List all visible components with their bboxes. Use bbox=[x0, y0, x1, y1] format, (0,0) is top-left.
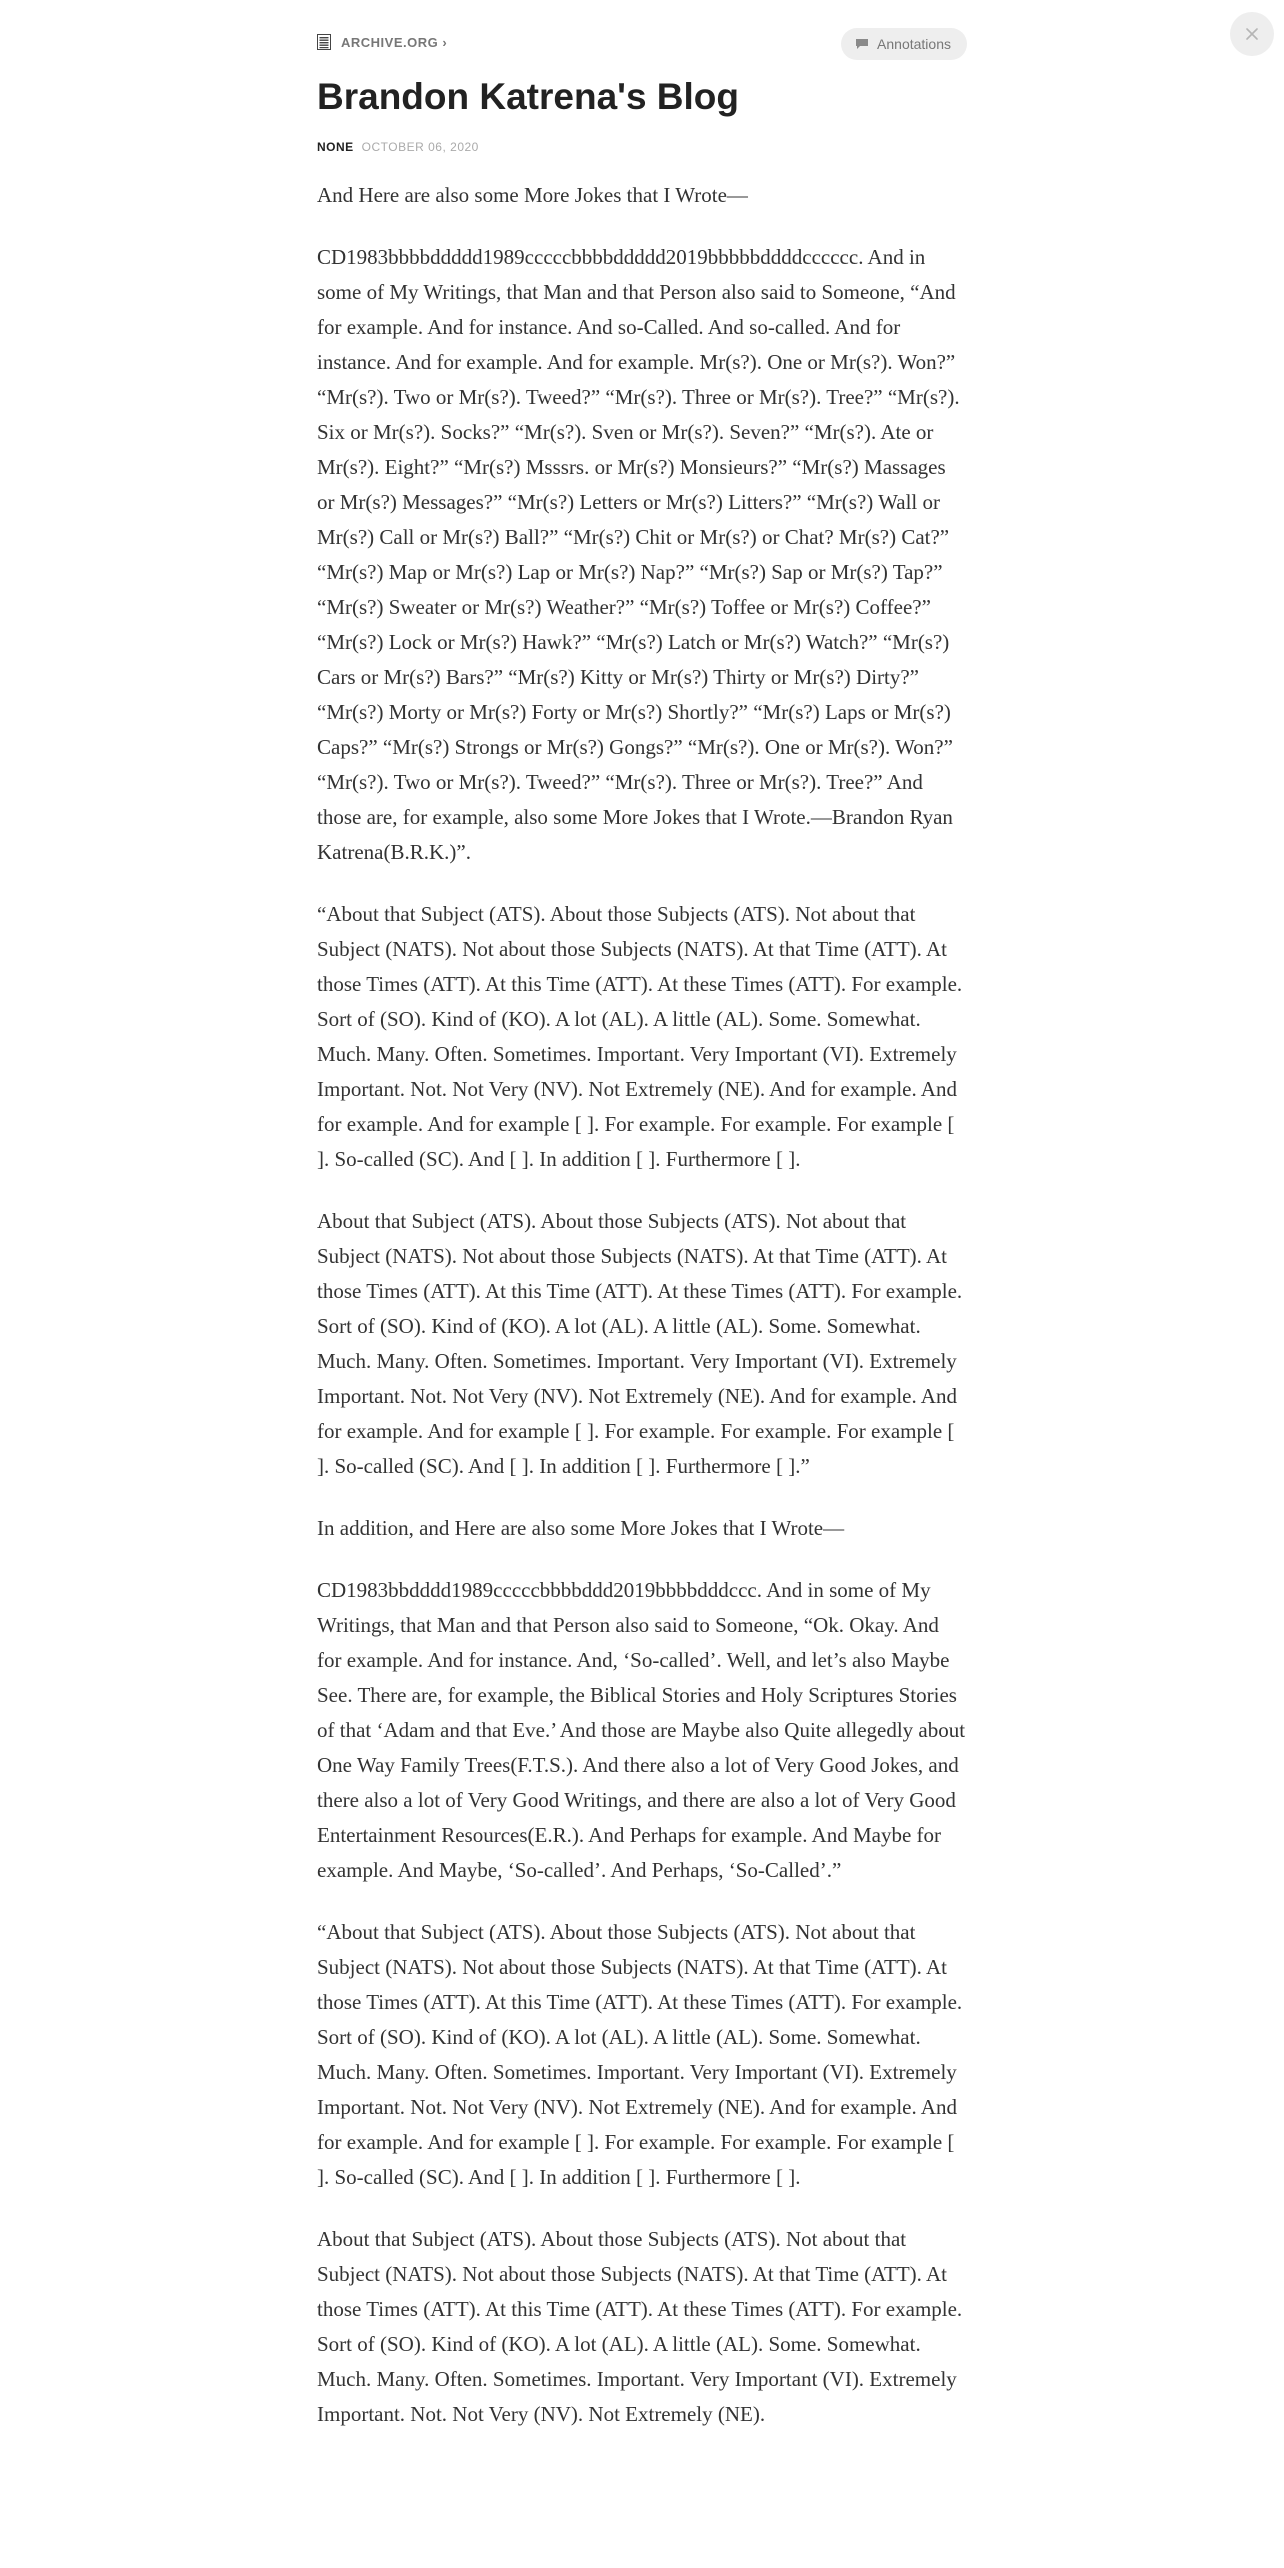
article-paragraph: About that Subject (ATS). About those Subjects (ATS). Not about that Subject (NATS). Not about those Subjects (NATS). At that Time (ATT). At those Times (ATT). At this Time (ATT). At these Times (ATT). For example. Sort of (SO). Kind of (KO). A lot (AL). A little (AL). Some. Somewhat. Much. Many. Often. Sometimes. Important. Very Important (VI). Extremely Important. Not. Not Very (NV). Not Extremely (NE). bbox=[317, 2227, 963, 2426]
close-icon bbox=[1245, 27, 1259, 41]
article-paragraph: “About that Subject (ATS). About those Subjects (ATS). Not about that Subject (NATS). Not about those Subjects (NATS). At that Time (ATT). At those Times (ATT). At this Time (ATT). At these Times (ATT). For example. Sort of (SO). Kind of (KO). A lot (AL). A little (AL). Some. Somewhat. Much. Many. Often. Sometimes. Important. Very Important (VI). Extremely Important. Not. Not Very (NV). Not Extremely (NE). And for example. And for example. And for example [ ]. For example. For example. For example [ ]. So-called (SC). And [ ]. In addition [ ]. Furthermore [ ]. bbox=[317, 1920, 963, 2189]
source-link[interactable] bbox=[317, 34, 447, 50]
annotations-label: Annotations bbox=[877, 36, 951, 52]
article-column bbox=[317, 0, 967, 2459]
article-paragraph: CD1983bbdddd1989cccccbbbbddd2019bbbbdddccc. And in some of My Writings, that Man and that Person also said to Someone, “Ok. Okay. And for example. And for instance. And, ‘So-called’. Well, and let’s also Maybe See. There are, for example, the Biblical Stories and Holy Scriptures Stories of that ‘Adam and that Eve.’ And those are Maybe also Quite allegedly about One Way Family Trees(F.T.S.). And there also a lot of Very Good Jokes, and there also a lot of Very Good Writings, and there are also a lot of Very Good Entertainment Resources(E.R.). And Perhaps for example. And Maybe for example. And Maybe, ‘So-called’. And Perhaps, ‘So-Called’.” bbox=[317, 1578, 966, 1882]
article-body bbox=[317, 178, 967, 2432]
source-label: ARCHIVE.ORG › bbox=[341, 34, 448, 50]
archive-icon bbox=[317, 34, 331, 50]
article-paragraph: And Here are also some More Jokes that I Wrote— bbox=[317, 183, 748, 207]
article-meta bbox=[317, 140, 967, 154]
article-paragraph: In addition, and Here are also some More Jokes that I Wrote— bbox=[317, 1516, 845, 1540]
article-paragraph: “About that Subject (ATS). About those Subjects (ATS). Not about that Subject (NATS). Not about those Subjects (NATS). At that Time (ATT). At those Times (ATT). At this Time (ATT). At these Times (ATT). For example. Sort of (SO). Kind of (KO). A lot (AL). A little (AL). Some. Somewhat. Much. Many. Often. Sometimes. Important. Very Important (VI). Extremely Important. Not. Not Very (NV). Not Extremely (NE). And for example. And for example. And for example [ ]. For example. For example. For example [ ]. So-called (SC). And [ ]. In addition [ ]. Furthermore [ ]. bbox=[317, 902, 963, 1171]
article-topbar bbox=[317, 0, 967, 66]
close-button[interactable] bbox=[1230, 12, 1274, 56]
annotations-button[interactable] bbox=[841, 28, 967, 60]
page-title: Brandon Katrena's Blog bbox=[317, 76, 740, 117]
comment-icon bbox=[855, 38, 869, 50]
author-label: NONE bbox=[317, 140, 354, 154]
date-label: OCTOBER 06, 2020 bbox=[361, 140, 479, 154]
article-paragraph: CD1983bbbbddddd1989cccccbbbbddddd2019bbbbbddddcccccc. And in some of My Writings, that Man and that Person also said to Someone, “And for example. And for instance. And so-Called. And so-called. And for instance. And for example. And for example. Mr(s?). One or Mr(s?). Won?” “Mr(s?). Two or Mr(s?). Tweed?” “Mr(s?). Three or Mr(s?). Tree?” “Mr(s?). Six or Mr(s?). Socks?” “Mr(s?). Sven or Mr(s?). Seven?” “Mr(s?). Ate or Mr(s?). Eight?” “Mr(s?) Msssrs. or Mr(s?) Monsieurs?” “Mr(s?) Massages or Mr(s?) Messages?” “Mr(s?) Letters or Mr(s?) Litters?” “Mr(s?) Wall or Mr(s?) Call or Mr(s?) Ball?” “Mr(s?) Chit or Mr(s?) or Chat? Mr(s?) Cat?” “Mr(s?) Map or Mr(s?) Lap or Mr(s?) Nap?” “Mr(s?) Sap or Mr(s?) Tap?” “Mr(s?) Sweater or Mr(s?) Weather?” “Mr(s?) Toffee or Mr(s?) Coffee?” “Mr(s?) Lock or Mr(s?) Hawk?” “Mr(s?) Latch or Mr(s?) Watch?” “Mr(s?) Cars or Mr(s?) Bars?” “Mr(s?) Kitty or Mr(s?) Thirty or Mr(s?) Dirty?” “Mr(s?) Morty or Mr(s?) Forty or Mr(s?) Shortly?” “Mr(s?) Laps or Mr(s?) Caps?” “Mr(s?) Strongs or Mr(s?) Gongs?” “Mr(s?). One or Mr(s?). Won?” “Mr(s?). Two or Mr(s?). Tweed?” “Mr(s?). Three or Mr(s?). Tree?” And those are, for example, also some More Jokes that I Wrote.—Brandon Ryan Katrena(B.R.K.)”. bbox=[317, 245, 960, 864]
article-paragraph: About that Subject (ATS). About those Subjects (ATS). Not about that Subject (NATS). Not about those Subjects (NATS). At that Time (ATT). At those Times (ATT). At this Time (ATT). At these Times (ATT). For example. Sort of (SO). Kind of (KO). A lot (AL). A little (AL). Some. Somewhat. Much. Many. Often. Sometimes. Important. Very Important (VI). Extremely Important. Not. Not Very (NV). Not Extremely (NE). And for example. And for example. And for example [ ]. For example. For example. For example [ ]. So-called (SC). And [ ]. In addition [ ]. Furthermore [ ].” bbox=[317, 1209, 963, 1478]
